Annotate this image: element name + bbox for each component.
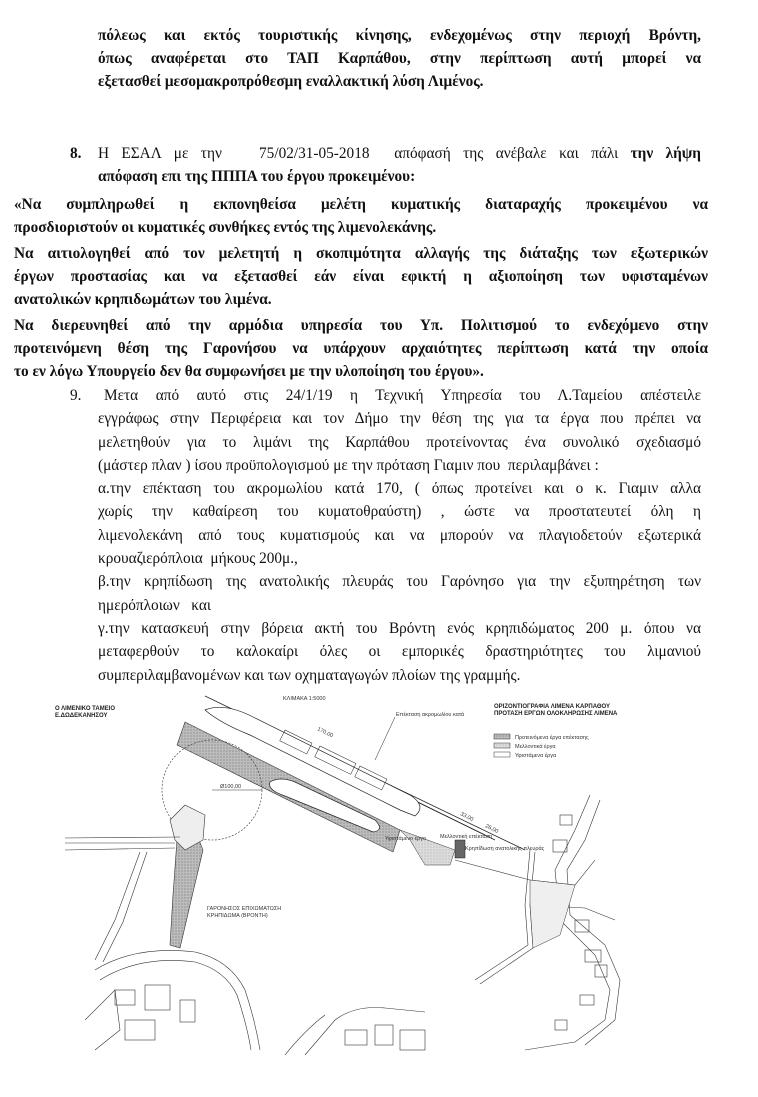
legend-label: Προτεινόμενα έργα επέκτασης [515, 735, 589, 741]
item-9-line: α.την επέκταση του ακρομωλίου κατά 170, ( όπως προτείνει και ο κ. Γιαμιν αλλα [98, 480, 701, 498]
intro-paragraph [98, 24, 701, 93]
callout: Κρηπίδωση ανατολικής πλευράς [465, 846, 545, 852]
intro-line: εξετασθεί μεσομακροπρόθεσμη εναλλακτική λύση Λιμένος. [98, 73, 484, 90]
legend [494, 734, 589, 759]
quote-line: προτεινόμενη θέση της Γαρονήσου να υπάρχουν αρχαιότητες περίπτωση κατά την οποία [14, 340, 708, 357]
header-right-line-2: ΠΡΟΤΑΣΗ ΕΡΓΩΝ ΟΛΟΚΛΗΡΩΣΗΣ ΛΙΜΕΝΑ [494, 711, 618, 717]
item-8-text [98, 142, 701, 188]
callout: Επέκταση ακρομωλίου κατά [396, 712, 465, 718]
intro-line: όπως αναφέρεται στο ΤΑΠ Καρπάθου, στην περίπτωση αυτή μπορεί να [98, 50, 701, 67]
quote-line: «Να συμπληρωθεί η εκπονηθείσα μελέτη κυματικής διαταραχής προκειμένου να [14, 196, 708, 213]
quote-paragraph-1 [14, 193, 708, 239]
item-9-line: ημερόπλοιων και [98, 596, 211, 614]
item-8-line-1 [98, 142, 701, 165]
item-9-line: γ.την κατασκευή στην βόρεια ακτή του Βρόντη ενός κρηπιδώματος 200 μ. όπου να [98, 619, 701, 637]
item-8-line-2: απόφαση επι της ΠΠΠΑ του έργου προκειμένου: [98, 168, 416, 185]
dimension-label: 33,00 [459, 811, 475, 823]
header-left-line-1: Ο ΛΙΜΕΝΙΚΟ ΤΑΜΕΙΟ [55, 706, 116, 712]
quote-line: Να αιτιολογηθεί από τον μελετητή η σκοπιμότητα αλλαγής της διάταξης των εξωτερικών [14, 245, 708, 262]
item-9-line: μελετηθούν για το λιμάνι της Καρπάθου προτείνοντας ένα συνολικό σχεδιασμό [98, 433, 701, 451]
quote-paragraph-2 [14, 242, 708, 311]
item-9-line: Μετα από αυτό στις 24/1/19 η Τεχνική Υπηρεσία του Λ.Ταμείου απέστειλε [104, 387, 701, 404]
item-9-line: λιμενολεκάνη από τους κυματισμούς και να μπορούν να πλαγιοδετούν εξωτερικά [98, 526, 701, 544]
harbor-plan-drawing [55, 690, 705, 1055]
item-9-line: (μάστερ πλαν ) ίσου προϋπολογισμού με την πρόταση Γιαμιν που περιλαμβάνει : [98, 456, 599, 474]
garonisi-label-1: ΓΑΡΟΝΗΣΟΣ ΕΠΙΧΩΜΑΤΩΣΗ [207, 906, 282, 912]
item-9-line: β.την κρηπίδωση της ανατολικής πλευράς του Γαρόνησο για την εξυπηρέτηση των [98, 573, 701, 591]
item-9-line: μεταφερθούν το καλοκαίρι όλες οι εμπορικές δραστηριότητες του λιμανιού [98, 643, 701, 661]
callout: Υφιστάμενο έργο [385, 836, 426, 842]
header-right-line-1: ΟΡΙΖΟΝΤΙΟΓΡΑΦΙΑ ΛΙΜΕΝΑ ΚΑΡΠΑΘΟΥ [494, 704, 611, 710]
item-9-line: εγγράφως στην Περιφέρεια και τον Δήμο την θέση της για τα έργα που πρέπει να [98, 410, 701, 428]
item-9-line: κρουαζιερόπλοια μήκους 200μ., [98, 550, 298, 568]
quote-line: Να διερευνηθεί από την αρμόδια υπηρεσία του Υπ. Πολιτισμού το ενδεχόμενο στην [14, 317, 708, 334]
scale-label: ΚΛΙΜΑΚΑ 1:5000 [283, 696, 326, 702]
item-9-line: χωρίς την καθαίρεση του κυματοθραύστη) , ώστε να προστατευτεί όλη η [98, 503, 701, 521]
legend-label: Υφιστάμενα έργα [515, 753, 557, 759]
garonisi-label-2: ΚΡΗΠΙΔΩΜΑ (ΒΡΟΝΤΗ) [207, 913, 268, 919]
quote-line: προσδιοριστούν οι κυματικές συνθήκες εντός της λιμενολεκάνης. [14, 219, 437, 236]
callout: Μελλοντική επέκταση [440, 834, 493, 840]
intro-line: πόλεως και εκτός τουριστικής κίνησης, ενδεχομένως στην περιοχή Βρόντη, [98, 27, 701, 44]
item-8-bold: την λήψη [630, 145, 701, 162]
dimension-label: 170,00 [316, 726, 334, 740]
header-left-line-2: Ε.ΔΩΔΕΚΑΝΗΣΟΥ [55, 713, 108, 719]
quote-paragraph-3 [14, 314, 708, 383]
quote-line: έργων προστασίας και να εξετασθεί εάν είναι εφικτή η αξιοποίηση των υφισταμένων [14, 268, 708, 285]
item-9-line: συμπεριλαμβανομένων και των οχηματαγωγών πλοίων της γραμμής. [98, 666, 521, 684]
item-9-number: 9. [70, 387, 82, 404]
circle-diameter-label: Ø100,00 [220, 784, 242, 790]
quote-line: ανατολικών κρηπιδωμάτων του λιμένα. [14, 291, 272, 308]
quote-line: το εν λόγω Υπουργείο δεν θα συμφωνήσει με την υλοποίηση του έργου». [14, 363, 484, 380]
item-9-text [98, 384, 701, 687]
legend-label: Μελλοντικά έργα [515, 744, 556, 750]
item-8-normal: Η ΕΣΑΛ με την 75/02/31-05-2018 απόφασή της ανέβαλε και πάλι [98, 145, 631, 162]
item-8-number: 8. [70, 145, 82, 162]
dimension-label: 26,00 [484, 823, 500, 835]
